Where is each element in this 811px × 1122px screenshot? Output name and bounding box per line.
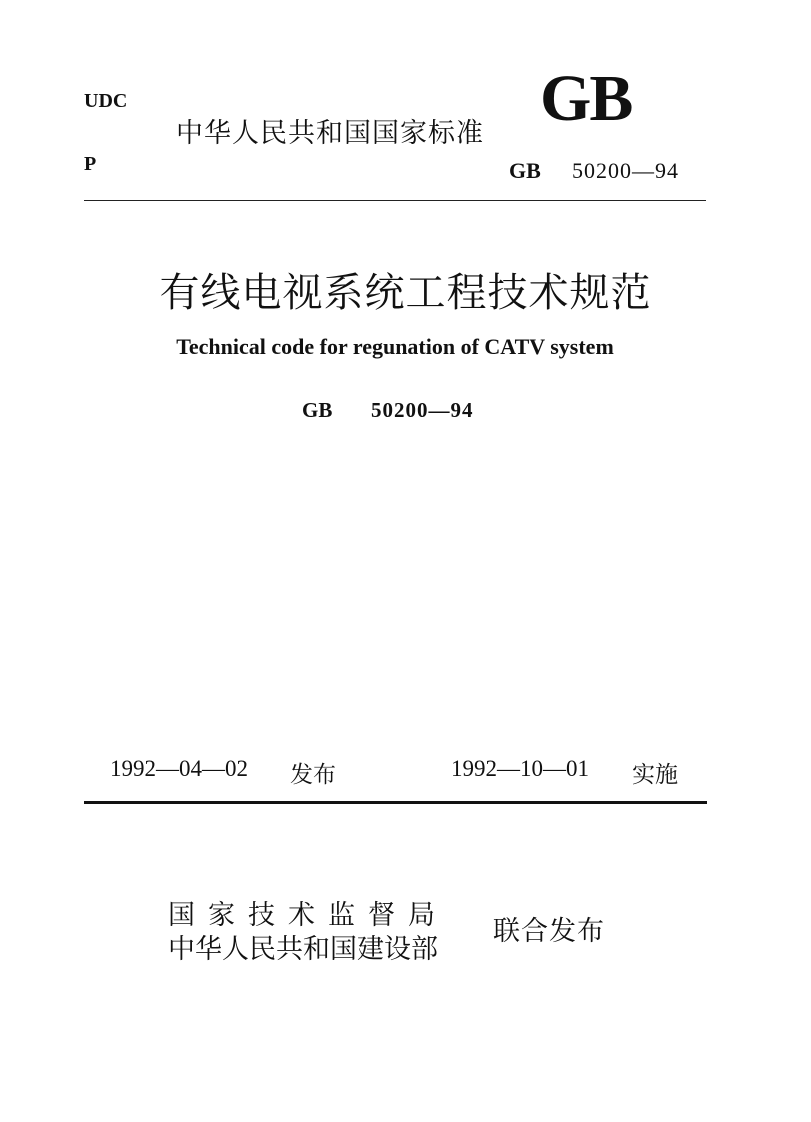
issue-label: 发布: [290, 762, 336, 788]
title-code-label: GB: [302, 398, 333, 422]
issue-date: 1992—04—02: [110, 756, 248, 781]
joint-release-label: 联合发布: [493, 916, 605, 947]
implement-label: 实施: [632, 762, 678, 788]
title-code-number: 50200—94: [371, 398, 474, 422]
udc-label: UDC: [84, 90, 128, 112]
english-title: Technical code for regunation of CATV system: [176, 334, 614, 359]
publisher-1: 国家技术监督局: [168, 900, 448, 931]
classification-code: P: [84, 153, 97, 175]
implement-date: 1992—10—01: [451, 756, 589, 781]
publisher-2: 中华人民共和国建设部: [168, 934, 438, 965]
standard-type-heading: 中华人民共和国国家标准: [176, 118, 484, 149]
top-divider: [84, 200, 706, 201]
bottom-divider: [84, 801, 707, 804]
header-code-number: 50200—94: [572, 158, 679, 183]
header-code-label: GB: [509, 158, 541, 183]
gb-logo: GB: [540, 62, 632, 135]
chinese-title: 有线电视系统工程技术规范: [159, 270, 652, 315]
